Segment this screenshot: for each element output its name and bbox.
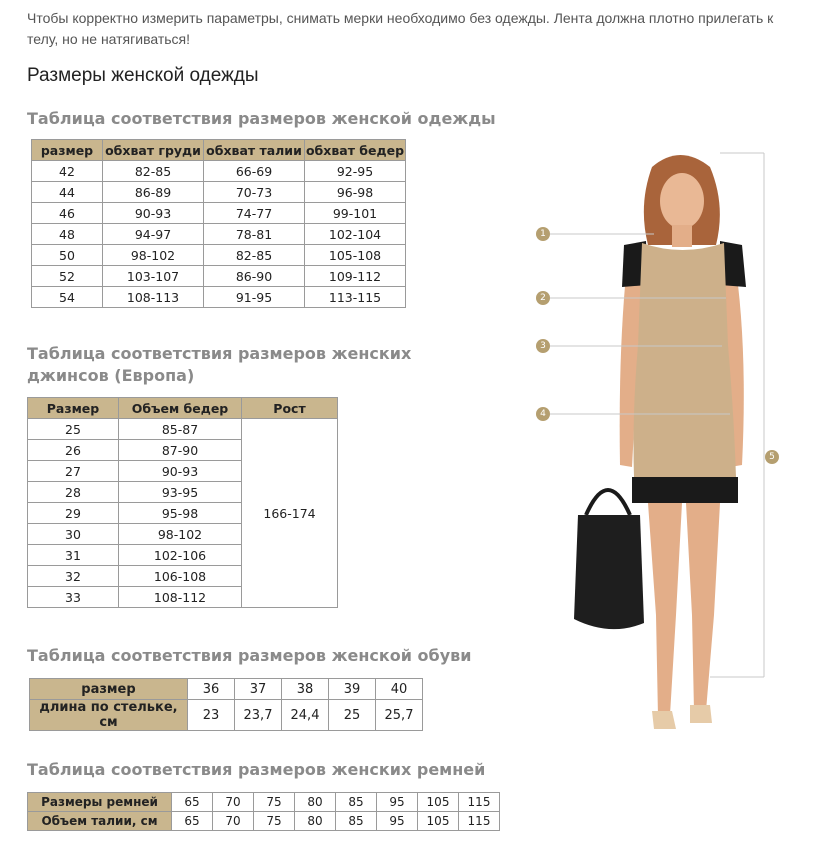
table-cell: 50	[32, 245, 103, 266]
row-label: длина по стельке, см	[30, 700, 188, 731]
height-cell: 166-174	[242, 419, 338, 608]
header-cell: обхват груди	[103, 140, 204, 161]
table-cell: 25	[329, 700, 376, 731]
clothing-table-title: Таблица соответствия размеров женской одежды	[27, 109, 496, 128]
table-cell: 108-113	[103, 287, 204, 308]
table-cell: 86-89	[103, 182, 204, 203]
table-cell: 95	[377, 793, 418, 812]
table-cell: 23	[188, 700, 235, 731]
table-cell: 75	[254, 793, 295, 812]
header-cell: обхват бедер	[305, 140, 406, 161]
table-cell: 65	[172, 812, 213, 831]
model-figure	[520, 145, 810, 745]
row-label: Объем талии, см	[28, 812, 172, 831]
table-cell: 78-81	[204, 224, 305, 245]
table-row	[32, 224, 406, 245]
table-cell: 94-97	[103, 224, 204, 245]
table-cell: 75	[254, 812, 295, 831]
table-cell: 70	[213, 812, 254, 831]
table-cell: 105	[418, 793, 459, 812]
table-cell: 90-93	[119, 461, 242, 482]
table-cell: 98-102	[103, 245, 204, 266]
table-cell: 24,4	[282, 700, 329, 731]
table-row	[32, 182, 406, 203]
table-cell: 98-102	[119, 524, 242, 545]
table-cell: 74-77	[204, 203, 305, 224]
table-cell: 91-95	[204, 287, 305, 308]
table-cell: 105-108	[305, 245, 406, 266]
table-cell: 29	[28, 503, 119, 524]
table-cell: 105	[418, 812, 459, 831]
table-cell: 103-107	[103, 266, 204, 287]
page-title: Размеры женской одежды	[27, 65, 259, 86]
table-cell: 54	[32, 287, 103, 308]
table-cell: 44	[32, 182, 103, 203]
belt-size-table	[27, 792, 500, 831]
table-cell: 33	[28, 587, 119, 608]
table-cell: 46	[32, 203, 103, 224]
table-cell: 113-115	[305, 287, 406, 308]
table-cell: 23,7	[235, 700, 282, 731]
table-cell: 82-85	[103, 161, 204, 182]
table-row	[32, 161, 406, 182]
table-cell: 102-106	[119, 545, 242, 566]
table-row	[32, 203, 406, 224]
table-row	[28, 419, 338, 440]
marker-5: 5	[765, 450, 779, 464]
table-cell: 115	[459, 812, 500, 831]
table-cell: 80	[295, 812, 336, 831]
table-cell: 30	[28, 524, 119, 545]
table-cell: 115	[459, 793, 500, 812]
clothing-size-table	[31, 139, 406, 308]
intro-text: Чтобы корректно измерить параметры, снимать мерки необходимо без одежды. Лента должна плотно прилегать к телу, но не натягиваться!	[27, 10, 774, 47]
marker-4: 4	[536, 407, 550, 421]
table-cell: 70-73	[204, 182, 305, 203]
header-cell: Рост	[242, 398, 338, 419]
belts-table-title: Таблица соответствия размеров женских ремней	[27, 760, 486, 779]
table-cell: 92-95	[305, 161, 406, 182]
table-cell: 85	[336, 793, 377, 812]
marker-3: 3	[536, 339, 550, 353]
jeans-size-table	[27, 397, 338, 608]
table-cell: 90-93	[103, 203, 204, 224]
model-silhouette	[520, 145, 810, 745]
table-cell: 93-95	[119, 482, 242, 503]
table-cell: 48	[32, 224, 103, 245]
table-cell: 32	[28, 566, 119, 587]
marker-1: 1	[536, 227, 550, 241]
table-cell: 95	[377, 812, 418, 831]
table-row	[32, 287, 406, 308]
table-cell: 85-87	[119, 419, 242, 440]
table-cell: 82-85	[204, 245, 305, 266]
table-cell: 66-69	[204, 161, 305, 182]
table-cell: 70	[213, 793, 254, 812]
shoe-size-table	[29, 678, 423, 731]
table-cell: 28	[28, 482, 119, 503]
table-cell: 87-90	[119, 440, 242, 461]
table-cell: 31	[28, 545, 119, 566]
table-cell: 109-112	[305, 266, 406, 287]
table-cell: 65	[172, 793, 213, 812]
table-cell: 25,7	[376, 700, 423, 731]
table-cell: 85	[336, 812, 377, 831]
header-cell: Объем бедер	[119, 398, 242, 419]
table-cell: 95-98	[119, 503, 242, 524]
header-cell: размер	[32, 140, 103, 161]
row-label: размер	[30, 679, 188, 700]
table-cell: 27	[28, 461, 119, 482]
header-cell: обхват талии	[204, 140, 305, 161]
table-cell: 99-101	[305, 203, 406, 224]
jeans-table-title: Таблица соответствия размеров женских джинсов (Европа)	[27, 344, 412, 385]
table-cell: 39	[329, 679, 376, 700]
table-row	[32, 266, 406, 287]
table-cell: 86-90	[204, 266, 305, 287]
table-cell: 37	[235, 679, 282, 700]
table-cell: 25	[28, 419, 119, 440]
shoes-table-title: Таблица соответствия размеров женской обуви	[27, 646, 472, 665]
table-cell: 106-108	[119, 566, 242, 587]
table-cell: 102-104	[305, 224, 406, 245]
table-cell: 96-98	[305, 182, 406, 203]
table-cell: 26	[28, 440, 119, 461]
header-cell: Размер	[28, 398, 119, 419]
table-cell: 40	[376, 679, 423, 700]
table-cell: 80	[295, 793, 336, 812]
marker-2: 2	[536, 291, 550, 305]
row-label: Размеры ремней	[28, 793, 172, 812]
table-cell: 38	[282, 679, 329, 700]
table-cell: 36	[188, 679, 235, 700]
table-cell: 52	[32, 266, 103, 287]
table-row	[32, 245, 406, 266]
table-cell: 42	[32, 161, 103, 182]
table-cell: 108-112	[119, 587, 242, 608]
